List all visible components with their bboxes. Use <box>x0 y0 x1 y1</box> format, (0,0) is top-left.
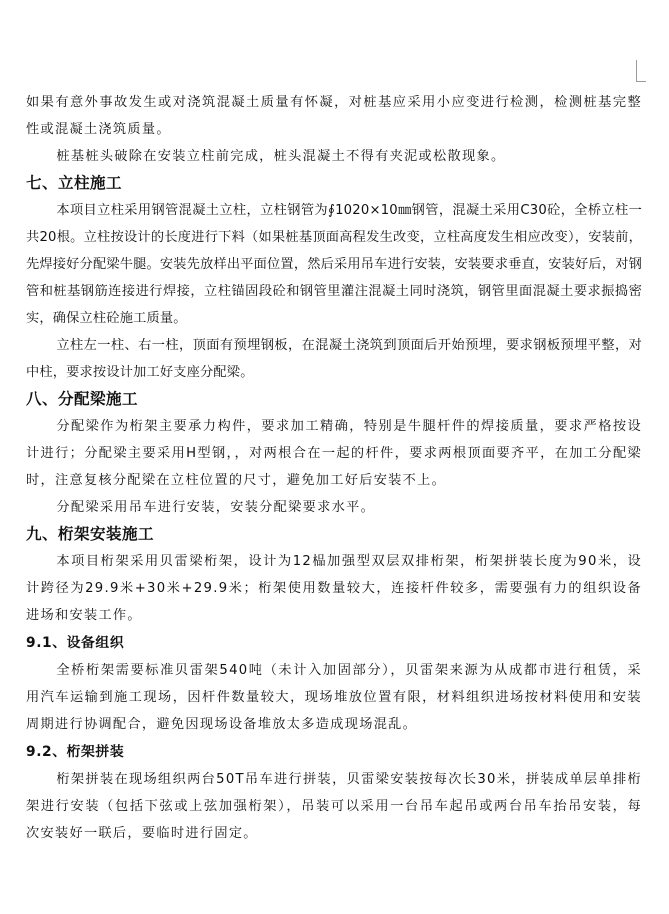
paragraph-pile-head-removal: 桩基桩头破除在安装立柱前完成，桩头混凝土不得有夹泥或松散现象。 <box>56 149 506 164</box>
paragraph-column-steel-tube: 本项目立柱采用钢管混凝土立柱，立柱钢管为∮1020×10㎜钢管，混凝土采用C30砼，全桥立柱一共20根。立柱按设计的长度进行下料（如果桩基顶面高程发生改变，立柱高度发生相应改变），安装前，先焊接好分配梁牛腿。安装先放样出平面位置，然后采用吊车进行安装，安装要求垂直，安装好后，对钢管和桩基钢筋连接进行焊接，立柱锚固段砼和钢管里灌注混凝土同时浇筑，钢管里面混凝土要求振捣密实，确保立柱砼施工质量。 <box>26 203 642 326</box>
section-heading-9-truss-installation: 九、桁架安装施工 <box>26 525 155 543</box>
section-heading-8-distribution-beam: 八、分配梁施工 <box>26 390 139 408</box>
paragraph-distribution-beam-fabrication: 分配梁作为桁架主要承力构件，要求加工精确，特别是牛腿杆件的焊接质量，要求严格按设计进行；分配梁主要采用H型钢，，对两根合在一起的杆件，要求两根顶面要齐平，在加工分配梁时，注意复核分配梁在立柱位置的尺寸，避免加工好后安装不上。 <box>26 419 642 488</box>
paragraph-equipment-organization: 全桥桁架需要标准贝雷架540吨（未计入加固部分），贝雷架来源为从成都市进行租赁，采用汽车运输到施工现场，因杆件数量较大，现场堆放位置有限，材料组织进场按材料使用和安装周期进行协调配合，避免因现场设备堆放太多造成现场混乱。 <box>26 663 642 732</box>
section-heading-7-column-construction: 七、立柱施工 <box>26 174 123 192</box>
paragraph-column-embedded-plate: 立柱左一柱、右一柱，顶面有预埋钢板，在混凝土浇筑到顶面后开始预埋，要求钢板预埋平整，对中柱，要求按设计加工好支座分配梁。 <box>26 338 642 380</box>
margin-corner-mark <box>636 60 646 82</box>
paragraph-pile-inspection: 如果有意外事故发生或对浇筑混凝土质量有怀凝，对桩基应采用小应变进行检测，检测桩基完整性或混凝土浇筑质量。 <box>26 95 642 137</box>
paragraph-distribution-beam-installation: 分配梁采用吊车进行安装，安装分配梁要求水平。 <box>56 500 376 515</box>
subsection-heading-9-1-equipment: 9.1、设备组织 <box>26 635 125 651</box>
paragraph-bailey-truss: 本项目桁架采用贝雷梁桁架，设计为12榀加强型双层双排桁架，桁架拼装长度为90米，设计跨径为29.9米+30米+29.9米；桁架使用数量较大，连接杆件较多，需要强有力的组织设备进场和安装工作。 <box>26 554 642 623</box>
subsection-heading-9-2-truss-assembly: 9.2、桁架拼装 <box>26 744 125 760</box>
paragraph-truss-assembly: 桁架拼装在现场组织两台50T吊车进行拼装，贝雷梁安装按每次长30米，拼装成单层单排桁架进行安装（包括下弦或上弦加强桁架），吊装可以采用一台吊车起吊或两台吊车抬吊安装，每次安装好一联后，要临时进行固定。 <box>26 772 642 841</box>
document-body <box>26 89 642 847</box>
